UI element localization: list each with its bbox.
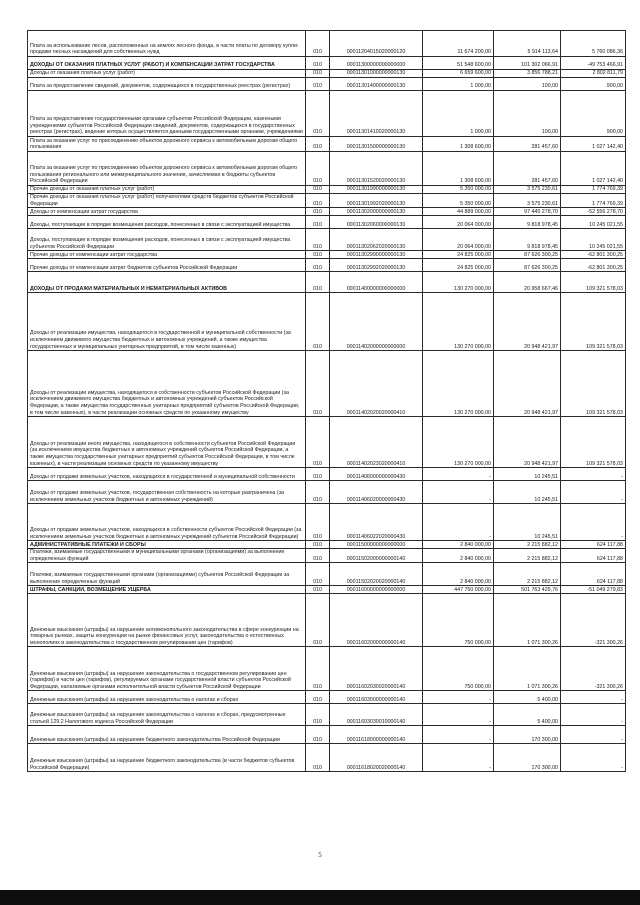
row-approved-amount: 447 750 000,00 xyxy=(423,586,494,594)
row-unexecuted-amount: 1 774 769,39 xyxy=(561,194,626,208)
row-line-code: 010 xyxy=(306,57,330,70)
row-approved-amount: 1 000,00 xyxy=(423,91,494,137)
row-approved-amount: 5 350 000,00 xyxy=(423,194,494,208)
row-unexecuted-amount: 1 027 142,40 xyxy=(561,152,626,186)
row-line-code: 010 xyxy=(306,216,330,229)
row-unexecuted-amount: 624 117,88 xyxy=(561,541,626,549)
row-unexecuted-amount: -62 801 300,25 xyxy=(561,259,626,272)
report-sheet xyxy=(27,30,625,772)
row-line-code: 010 xyxy=(306,563,330,586)
table-row xyxy=(28,594,626,647)
row-executed-amount: 501 763 429,76 xyxy=(494,586,561,594)
row-budget-code: 00011302060000000130 xyxy=(330,216,423,229)
row-name: Платежи, взимаемые государственными и муниципальными органами (организациями) за выполнение определенных функций xyxy=(28,549,306,563)
row-approved-amount: 6 659 600,00 xyxy=(423,70,494,78)
table-row xyxy=(28,704,626,726)
row-line-code: 010 xyxy=(306,70,330,78)
table-row xyxy=(28,293,626,351)
row-executed-amount: 5 400,00 xyxy=(494,691,561,704)
row-name: Денежные взыскания (штрафы) за нарушение законодательства о налогах и сборах xyxy=(28,691,306,704)
row-executed-amount: 9 818 978,45 xyxy=(494,216,561,229)
row-budget-code: 00011301410020000130 xyxy=(330,91,423,137)
table-row xyxy=(28,91,626,137)
row-line-code: 010 xyxy=(306,594,330,647)
row-approved-amount: 130 270 000,00 xyxy=(423,293,494,351)
row-budget-code: 00011400000000000000 xyxy=(330,272,423,293)
row-executed-amount: 2 215 882,12 xyxy=(494,563,561,586)
table-row xyxy=(28,586,626,594)
row-budget-code: 00011406022020000430 xyxy=(330,504,423,541)
table-row xyxy=(28,504,626,541)
row-name: Доходы от оказания платных услуг (работ) xyxy=(28,70,306,78)
row-line-code: 010 xyxy=(306,229,330,251)
row-unexecuted-amount: 1 027 142,40 xyxy=(561,137,626,152)
row-executed-amount: 100,00 xyxy=(494,91,561,137)
row-name: ШТРАФЫ, САНКЦИИ, ВОЗМЕЩЕНИЕ УЩЕРБА xyxy=(28,586,306,594)
row-name: Доходы, поступающие в порядке возмещения расходов, понесенных в связи с эксплуатацией имущества xyxy=(28,216,306,229)
row-approved-amount: - xyxy=(423,504,494,541)
row-executed-amount: 1 071 300,26 xyxy=(494,647,561,691)
row-approved-amount: - xyxy=(423,744,494,772)
row-line-code: 010 xyxy=(306,186,330,194)
table-row xyxy=(28,259,626,272)
row-executed-amount: 170 300,00 xyxy=(494,744,561,772)
row-budget-code: 00011302000000000130 xyxy=(330,208,423,216)
row-approved-amount: 1 308 600,00 xyxy=(423,137,494,152)
row-name: Прочие доходы от компенсации затрат бюджетов субъектов Российской Федерации xyxy=(28,259,306,272)
row-unexecuted-amount: 2 802 811,79 xyxy=(561,70,626,78)
row-approved-amount: 1 000,00 xyxy=(423,78,494,91)
row-name: Доходы от реализации имущества, находящегося в собственности субъектов Российской Федерации (за исключением движимого имущества бюджетных и автономных учреждений субъектов Российской Федерации, а также имущества государственных унитарных предприятий субъектов Российской Федерации, в том числе казенных), в части реализации основных средств по указанному имуществу xyxy=(28,351,306,417)
row-budget-code: 00011302990000000130 xyxy=(330,251,423,259)
row-line-code: 010 xyxy=(306,251,330,259)
row-approved-amount: 20 064 000,00 xyxy=(423,216,494,229)
row-unexecuted-amount: - xyxy=(561,726,626,744)
row-executed-amount: 101 302 066,91 xyxy=(494,57,561,70)
row-executed-amount: 3 856 788,21 xyxy=(494,70,561,78)
row-unexecuted-amount: 624 117,88 xyxy=(561,563,626,586)
row-budget-code: 00011301500000000130 xyxy=(330,137,423,152)
row-budget-code: 00011301992020000130 xyxy=(330,194,423,208)
row-name: Плата за предоставление государственными органами субъектов Российской Федерации, казенными учреждениями субъектов Российской Федерации сведений, документов, содержащихся в государственных реестрах (регистрах), ведение которых осуществляется данными государственными органами, учреждениями xyxy=(28,91,306,137)
row-approved-amount: 51 548 600,00 xyxy=(423,57,494,70)
row-line-code: 010 xyxy=(306,272,330,293)
row-executed-amount: 1 071 300,26 xyxy=(494,594,561,647)
row-unexecuted-amount: - xyxy=(561,468,626,481)
row-unexecuted-amount: 10 245 021,55 xyxy=(561,216,626,229)
row-budget-code: 00011204015020000120 xyxy=(330,31,423,57)
row-unexecuted-amount: -49 753 466,91 xyxy=(561,57,626,70)
row-budget-code: 00011603030010000140 xyxy=(330,704,423,726)
row-name: Доходы, поступающие в порядке возмещения расходов, понесенных в связи с эксплуатацией имущества субъектов Российской Федерации xyxy=(28,229,306,251)
row-budget-code: 00011618000000000140 xyxy=(330,726,423,744)
row-unexecuted-amount: - xyxy=(561,744,626,772)
row-approved-amount: 750 000,00 xyxy=(423,647,494,691)
row-executed-amount: 20 948 421,97 xyxy=(494,293,561,351)
row-executed-amount: 10 245,51 xyxy=(494,504,561,541)
row-budget-code: 00011302992020000130 xyxy=(330,259,423,272)
row-approved-amount: 5 350 000,00 xyxy=(423,186,494,194)
row-budget-code: 00011602000000000140 xyxy=(330,594,423,647)
row-executed-amount: 87 626 300,25 xyxy=(494,251,561,259)
row-budget-code: 00011402000000000000 xyxy=(330,293,423,351)
row-line-code: 010 xyxy=(306,691,330,704)
page-number: 5 xyxy=(318,851,322,859)
row-executed-amount: 170 300,00 xyxy=(494,726,561,744)
row-budget-code: 00011402020020000410 xyxy=(330,351,423,417)
row-name: Денежные взыскания (штрафы) за нарушение законодательства о государственном регулировании цен (тарифов) в части цен (тарифов), регулируемых органами государственной власти субъектов Российской Федерации, налагаемые органами исполнительной власти субъектов Российской Федерации xyxy=(28,647,306,691)
row-budget-code: 00011600000000000000 xyxy=(330,586,423,594)
row-line-code: 010 xyxy=(306,417,330,468)
table-row xyxy=(28,194,626,208)
row-budget-code: 00011301000000000130 xyxy=(330,70,423,78)
row-line-code: 010 xyxy=(306,541,330,549)
row-unexecuted-amount: - xyxy=(561,504,626,541)
row-budget-code: 00011618020020000140 xyxy=(330,744,423,772)
row-name: ДОХОДЫ ОТ ПРОДАЖИ МАТЕРИАЛЬНЫХ И НЕМАТЕРИАЛЬНЫХ АКТИВОВ xyxy=(28,272,306,293)
row-unexecuted-amount: -52 556 278,70 xyxy=(561,208,626,216)
row-line-code: 010 xyxy=(306,351,330,417)
table-row xyxy=(28,216,626,229)
row-unexecuted-amount: - xyxy=(561,691,626,704)
row-budget-code: 00011301990000000130 xyxy=(330,186,423,194)
row-budget-code: 00011402023020000410 xyxy=(330,417,423,468)
table-row xyxy=(28,229,626,251)
row-name: Плата за оказание услуг по присоединению объектов дорожного сервиса к автомобильным дорогам общего пользования регионального или межмуниципального значения, зачисляемая в бюджеты субъектов Российской Федерации xyxy=(28,152,306,186)
row-name: Прочие доходы от оказания платных услуг (работ) xyxy=(28,186,306,194)
row-budget-code: 00011300000000000000 xyxy=(330,57,423,70)
row-line-code: 010 xyxy=(306,586,330,594)
row-line-code: 010 xyxy=(306,137,330,152)
row-line-code: 010 xyxy=(306,78,330,91)
row-budget-code: 00011502020020000140 xyxy=(330,563,423,586)
row-unexecuted-amount: - xyxy=(561,481,626,504)
row-name: Плата за использование лесов, расположенных на землях лесного фонда, в части платы по договору купли-продажи лесных насаждений для собственных нужд xyxy=(28,31,306,57)
row-line-code: 010 xyxy=(306,194,330,208)
row-executed-amount: 100,00 xyxy=(494,78,561,91)
table-row xyxy=(28,647,626,691)
row-budget-code: 00011301400000000130 xyxy=(330,78,423,91)
row-budget-code: 00011602030020000140 xyxy=(330,647,423,691)
row-approved-amount: - xyxy=(423,704,494,726)
row-line-code: 010 xyxy=(306,744,330,772)
row-unexecuted-amount: 624 117,88 xyxy=(561,549,626,563)
row-name: Плата за оказание услуг по присоединению объектов дорожного сервиса к автомобильным дорогам общего пользования xyxy=(28,137,306,152)
table-row xyxy=(28,351,626,417)
table-row xyxy=(28,78,626,91)
row-approved-amount: 130 270 000,00 xyxy=(423,272,494,293)
revenue-table-body xyxy=(28,31,626,772)
row-line-code: 010 xyxy=(306,647,330,691)
row-line-code: 010 xyxy=(306,468,330,481)
table-row xyxy=(28,726,626,744)
row-name: Доходы от продажи земельных участков, находящихся в государственной и муниципальной собственности xyxy=(28,468,306,481)
row-unexecuted-amount: 900,00 xyxy=(561,91,626,137)
row-executed-amount: 20 948 421,97 xyxy=(494,351,561,417)
table-row xyxy=(28,57,626,70)
row-executed-amount: 10 245,51 xyxy=(494,481,561,504)
row-name: Прочие доходы от оказания платных услуг (работ) получателями средств бюджетов субъектов Российской Федерации xyxy=(28,194,306,208)
revenue-table xyxy=(27,30,626,772)
row-unexecuted-amount: - xyxy=(561,704,626,726)
row-approved-amount: 1 308 600,00 xyxy=(423,152,494,186)
row-approved-amount: 2 840 000,00 xyxy=(423,563,494,586)
row-executed-amount: 9 818 978,45 xyxy=(494,229,561,251)
row-line-code: 010 xyxy=(306,31,330,57)
row-executed-amount: 3 575 230,61 xyxy=(494,186,561,194)
row-name: Платежи, взимаемые государственными органами (организациями) субъектов Российской Федерации за выполнение определенных функций xyxy=(28,563,306,586)
row-budget-code: 00011502000000000140 xyxy=(330,549,423,563)
row-line-code: 010 xyxy=(306,726,330,744)
row-approved-amount: - xyxy=(423,468,494,481)
row-name: Прочие доходы от компенсации затрат государства xyxy=(28,251,306,259)
table-row xyxy=(28,31,626,57)
row-name: Доходы от реализации иного имущества, находящегося в собственности субъектов Российской Федерации (за исключением имущества бюджетных и автономных учреждений субъектов Российской Федерации, а также имущества государственных унитарных предприятий субъектов Российской Федерации, в том числе казенных), в части реализации основных средств по указанному имуществу xyxy=(28,417,306,468)
table-row xyxy=(28,563,626,586)
row-line-code: 010 xyxy=(306,208,330,216)
row-line-code: 010 xyxy=(306,259,330,272)
table-row xyxy=(28,468,626,481)
row-name: Плата за предоставление сведений, документов, содержащихся в государственных реестрах (регистрах) xyxy=(28,78,306,91)
row-budget-code: 00011301520020000130 xyxy=(330,152,423,186)
row-name: Доходы от продажи земельных участков, государственная собственность на которые разграничена (за исключением земельных участков бюджетных и автономных учреждений) xyxy=(28,481,306,504)
row-executed-amount: 2 215 882,12 xyxy=(494,549,561,563)
row-executed-amount: 97 445 278,70 xyxy=(494,208,561,216)
row-approved-amount: 2 840 000,00 xyxy=(423,549,494,563)
row-unexecuted-amount: -321 300,26 xyxy=(561,594,626,647)
row-approved-amount: - xyxy=(423,481,494,504)
row-executed-amount: 5 914 113,64 xyxy=(494,31,561,57)
row-executed-amount: 87 626 300,25 xyxy=(494,259,561,272)
row-budget-code: 00011406020000000430 xyxy=(330,481,423,504)
row-executed-amount: 3 575 230,61 xyxy=(494,194,561,208)
row-approved-amount: 24 825 000,00 xyxy=(423,251,494,259)
table-row xyxy=(28,481,626,504)
row-unexecuted-amount: 109 321 578,03 xyxy=(561,293,626,351)
row-approved-amount: - xyxy=(423,691,494,704)
row-unexecuted-amount: -51 049 279,83 xyxy=(561,586,626,594)
row-unexecuted-amount: 109 321 578,03 xyxy=(561,272,626,293)
row-executed-amount: 2 215 882,12 xyxy=(494,541,561,549)
row-name: Денежные взыскания (штрафы) за нарушение бюджетного законодательства (в части бюджетов субъектов Российской Федерации) xyxy=(28,744,306,772)
table-row xyxy=(28,417,626,468)
table-row xyxy=(28,251,626,259)
row-approved-amount: 11 674 200,00 xyxy=(423,31,494,57)
table-row xyxy=(28,272,626,293)
row-executed-amount: 281 457,60 xyxy=(494,137,561,152)
row-approved-amount: 20 064 000,00 xyxy=(423,229,494,251)
row-line-code: 010 xyxy=(306,504,330,541)
row-executed-amount: 5 400,00 xyxy=(494,704,561,726)
table-row xyxy=(28,70,626,78)
row-unexecuted-amount: -321 300,26 xyxy=(561,647,626,691)
row-budget-code: 00011500000000000000 xyxy=(330,541,423,549)
row-name: Доходы от продажи земельных участков, находящихся в собственности субъектов Российской Федерации (за исключением земельных участков бюджетных и автономных учреждений субъектов Российской Федерации) xyxy=(28,504,306,541)
row-name: АДМИНИСТРАТИВНЫЕ ПЛАТЕЖИ И СБОРЫ xyxy=(28,541,306,549)
row-line-code: 010 xyxy=(306,91,330,137)
row-executed-amount: 10 245,51 xyxy=(494,468,561,481)
table-row xyxy=(28,186,626,194)
row-unexecuted-amount: 5 760 086,36 xyxy=(561,31,626,57)
row-unexecuted-amount: 1 774 769,39 xyxy=(561,186,626,194)
table-row xyxy=(28,744,626,772)
row-budget-code: 00011406000000000430 xyxy=(330,468,423,481)
row-unexecuted-amount: 109 321 578,03 xyxy=(561,417,626,468)
table-row xyxy=(28,541,626,549)
row-name: ДОХОДЫ ОТ ОКАЗАНИЯ ПЛАТНЫХ УСЛУГ (РАБОТ) И КОМПЕНСАЦИИ ЗАТРАТ ГОСУДАРСТВА xyxy=(28,57,306,70)
table-row xyxy=(28,549,626,563)
row-line-code: 010 xyxy=(306,704,330,726)
row-line-code: 010 xyxy=(306,152,330,186)
row-unexecuted-amount: 10 245 021,55 xyxy=(561,229,626,251)
row-executed-amount: 20 948 421,97 xyxy=(494,417,561,468)
row-line-code: 010 xyxy=(306,293,330,351)
row-executed-amount: 20 958 667,46 xyxy=(494,272,561,293)
table-row xyxy=(28,137,626,152)
row-line-code: 010 xyxy=(306,549,330,563)
row-approved-amount: 2 840 000,00 xyxy=(423,541,494,549)
row-name: Денежные взыскания (штрафы) за нарушение бюджетного законодательства Российской Федерации xyxy=(28,726,306,744)
row-name: Доходы от компенсации затрат государства xyxy=(28,208,306,216)
table-row xyxy=(28,691,626,704)
row-budget-code: 00011302062020000130 xyxy=(330,229,423,251)
row-approved-amount: 750 000,00 xyxy=(423,594,494,647)
row-approved-amount: - xyxy=(423,726,494,744)
row-unexecuted-amount: 900,00 xyxy=(561,78,626,91)
row-unexecuted-amount: -62 801 300,25 xyxy=(561,251,626,259)
scan-bottom-edge xyxy=(0,890,640,905)
row-approved-amount: 24 825 000,00 xyxy=(423,259,494,272)
table-row xyxy=(28,152,626,186)
row-approved-amount: 130 270 000,00 xyxy=(423,417,494,468)
row-name: Денежные взыскания (штрафы) за нарушение антимонопольного законодательства в сфере конкуренции на товарных рынках, защиты конкуренции на рынке финансовых услуг, законодательства о естественных монополиях и законодательства о государственном регулировании цен (тарифов) xyxy=(28,594,306,647)
row-executed-amount: 281 457,60 xyxy=(494,152,561,186)
row-unexecuted-amount: 109 321 578,03 xyxy=(561,351,626,417)
row-name: Денежные взыскания (штрафы) за нарушение законодательства о налогах и сборах, предусмотренные статьей 129.2 Налогового кодекса Российской Федерации xyxy=(28,704,306,726)
row-line-code: 010 xyxy=(306,481,330,504)
row-approved-amount: 44 889 000,00 xyxy=(423,208,494,216)
row-name: Доходы от реализации имущества, находящегося в государственной и муниципальной собственности (за исключением движимого имущества бюджетных и автономных учреждений, а также имущества государственных и муниципальных унитарных предприятий, в том числе казенных) xyxy=(28,293,306,351)
table-row xyxy=(28,208,626,216)
row-approved-amount: 130 270 000,00 xyxy=(423,351,494,417)
row-budget-code: 00011603000000000140 xyxy=(330,691,423,704)
